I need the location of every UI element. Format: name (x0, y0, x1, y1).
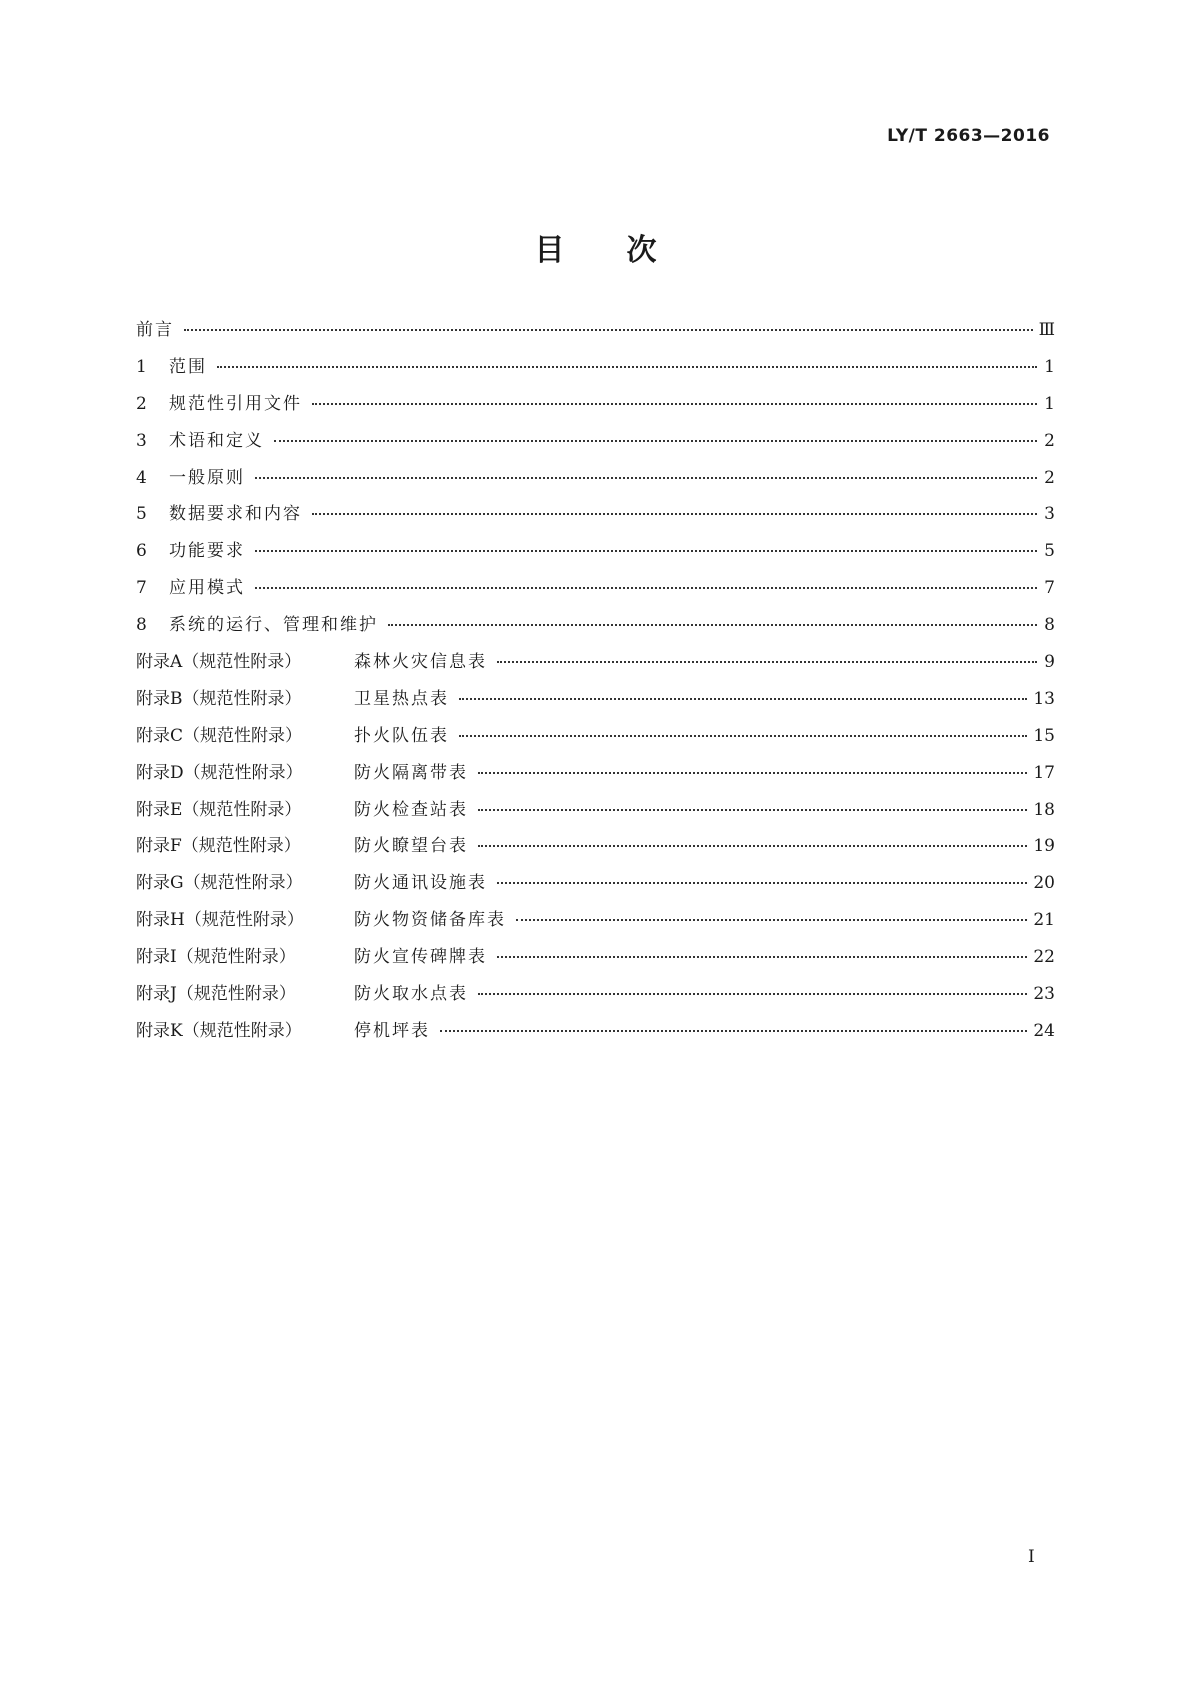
toc-entry-appendix-code: 附录H（规范性附录） (136, 910, 304, 931)
toc-entry-appendix-code: 附录I（规范性附录） (136, 947, 296, 968)
toc-entry-number: 7 (136, 578, 147, 599)
toc-dot-leader (478, 993, 1027, 995)
toc-entry-label (136, 800, 468, 820)
toc-entry[interactable] (136, 689, 1055, 726)
toc-entry-appendix-code: 附录B（规范性附录） (136, 688, 302, 709)
toc-entry-title: 防火通讯设施表 (354, 873, 487, 894)
toc-entry-page: 5 (1044, 541, 1055, 562)
toc-dot-leader (497, 882, 1027, 884)
toc-entry[interactable] (136, 320, 1055, 357)
toc-entry-number: 1 (136, 356, 147, 377)
toc-entry[interactable] (136, 468, 1055, 505)
toc-entry-title: 数据要求和内容 (169, 504, 302, 525)
toc-entry[interactable] (136, 504, 1055, 541)
toc-entry[interactable] (136, 873, 1055, 910)
toc-entry-number: 3 (136, 430, 147, 451)
toc-entry-title: 防火物资储备库表 (354, 910, 506, 931)
toc-dot-leader (459, 735, 1027, 737)
toc-entry-number: 8 (136, 615, 147, 636)
toc-entry-label (136, 578, 245, 598)
toc-entry-page: 1 (1044, 356, 1055, 377)
toc-entry-appendix-code: 附录A（规范性附录） (136, 652, 302, 673)
toc-entry-label (136, 984, 468, 1004)
toc-entry-appendix-code: 附录C（规范性附录） (136, 725, 303, 746)
toc-entry-label (136, 394, 302, 414)
toc-entry-page: 8 (1044, 615, 1055, 636)
toc-entry-label (136, 947, 487, 967)
toc-entry[interactable] (136, 541, 1055, 578)
toc-entry[interactable] (136, 910, 1055, 947)
toc-entry-page: 19 (1033, 836, 1055, 857)
toc-entry-appendix-code: 附录J（规范性附录） (136, 984, 296, 1005)
standard-code: LY/T 2663—2016 (887, 126, 1050, 146)
toc-entry-label (136, 910, 506, 930)
toc-entry-label (136, 615, 378, 635)
toc-entry-page: 24 (1033, 1020, 1055, 1041)
toc-entry-title: 范围 (169, 356, 207, 377)
toc-entry-appendix-code: 附录F（规范性附录） (136, 836, 301, 857)
toc-entry-appendix-code: 附录D（规范性附录） (136, 762, 303, 783)
toc-entry-appendix-code: 附录G（规范性附录） (136, 873, 303, 894)
toc-entry-label (136, 689, 449, 709)
toc-dot-leader (478, 809, 1027, 811)
toc-entry-label (136, 541, 245, 561)
toc-entry[interactable] (136, 800, 1055, 837)
toc-entry-number: 4 (136, 467, 147, 488)
toc-entry-number: 2 (136, 393, 147, 414)
toc-entry-label (136, 357, 207, 377)
toc-entry-label (136, 652, 487, 672)
toc-entry-label (136, 763, 468, 783)
toc-entry-page: 23 (1033, 984, 1055, 1005)
toc-entry-page: 2 (1044, 467, 1055, 488)
toc-entry[interactable] (136, 578, 1055, 615)
toc-entry[interactable] (136, 431, 1055, 468)
toc-entry-number: 6 (136, 541, 147, 562)
toc-entry-appendix-code: 附录K（规范性附录） (136, 1020, 302, 1041)
toc-entry-label (136, 873, 487, 893)
toc-entry-label (136, 836, 468, 856)
toc-entry-label (136, 1021, 430, 1041)
toc-dot-leader (312, 403, 1037, 405)
toc-dot-leader (274, 440, 1037, 442)
toc-entry[interactable] (136, 836, 1055, 873)
toc-dot-leader (478, 772, 1027, 774)
toc-entry[interactable] (136, 947, 1055, 984)
toc-entry-title: 系统的运行、管理和维护 (169, 615, 378, 636)
toc-entry[interactable] (136, 984, 1055, 1021)
toc-entry-page: 22 (1033, 947, 1055, 968)
toc-entry-label (136, 431, 264, 451)
toc-entry-title: 防火宣传碑牌表 (354, 947, 487, 968)
toc-entry-title: 扑火队伍表 (354, 725, 449, 746)
toc-dot-leader (255, 550, 1037, 552)
toc-entry-title: 防火取水点表 (354, 984, 468, 1005)
toc-entry[interactable] (136, 1021, 1055, 1058)
toc-dot-leader (497, 956, 1027, 958)
toc-entry[interactable] (136, 652, 1055, 689)
toc-dot-leader (497, 661, 1037, 663)
toc-dot-leader (255, 477, 1037, 479)
toc-dot-leader (516, 919, 1027, 921)
toc-entry-label (136, 320, 174, 340)
toc-dot-leader (459, 698, 1027, 700)
toc-entry-label (136, 504, 302, 524)
toc-entry-title: 防火瞭望台表 (354, 836, 468, 857)
toc-entry-page: 9 (1044, 652, 1055, 673)
toc-entry-page: 2 (1044, 430, 1055, 451)
toc-entry[interactable] (136, 726, 1055, 763)
toc-entry-appendix-code: 附录E（规范性附录） (136, 799, 302, 820)
toc-dot-leader (184, 329, 1033, 331)
table-of-contents (136, 320, 1055, 1058)
toc-entry-title: 规范性引用文件 (169, 393, 302, 414)
toc-dot-leader (440, 1030, 1027, 1032)
toc-entry-title: 卫星热点表 (354, 688, 449, 709)
toc-entry-title: 应用模式 (169, 578, 245, 599)
toc-entry-title: 一般原则 (169, 467, 245, 488)
toc-entry[interactable] (136, 357, 1055, 394)
toc-entry-title: 功能要求 (169, 541, 245, 562)
toc-entry-page: 21 (1033, 910, 1055, 931)
toc-entry-title: 术语和定义 (169, 430, 264, 451)
page-title: 目次 (534, 233, 719, 268)
toc-entry-label (136, 468, 245, 488)
toc-entry-page: 17 (1033, 762, 1055, 783)
toc-dot-leader (312, 513, 1037, 515)
toc-entry-title: 防火检查站表 (354, 799, 468, 820)
toc-entry-title: 前言 (136, 320, 174, 340)
toc-entry-page: 13 (1033, 688, 1055, 709)
page-number: I (1028, 1547, 1035, 1567)
toc-entry[interactable] (136, 615, 1055, 652)
toc-entry-page: 7 (1044, 578, 1055, 599)
toc-entry-label (136, 726, 449, 746)
toc-entry[interactable] (136, 394, 1055, 431)
toc-entry-title: 防火隔离带表 (354, 762, 468, 783)
toc-entry-page: 15 (1033, 725, 1055, 746)
toc-entry-page: 20 (1033, 873, 1055, 894)
toc-dot-leader (478, 845, 1027, 847)
toc-entry-title: 森林火灾信息表 (354, 652, 487, 673)
toc-dot-leader (217, 366, 1037, 368)
toc-entry-page: Ⅲ (1038, 320, 1055, 340)
toc-dot-leader (388, 624, 1037, 626)
toc-entry[interactable] (136, 763, 1055, 800)
toc-entry-page: 3 (1044, 504, 1055, 525)
toc-entry-page: 1 (1044, 393, 1055, 414)
toc-entry-page: 18 (1033, 799, 1055, 820)
toc-entry-number: 5 (136, 504, 147, 525)
toc-entry-title: 停机坪表 (354, 1020, 430, 1041)
toc-dot-leader (255, 587, 1037, 589)
